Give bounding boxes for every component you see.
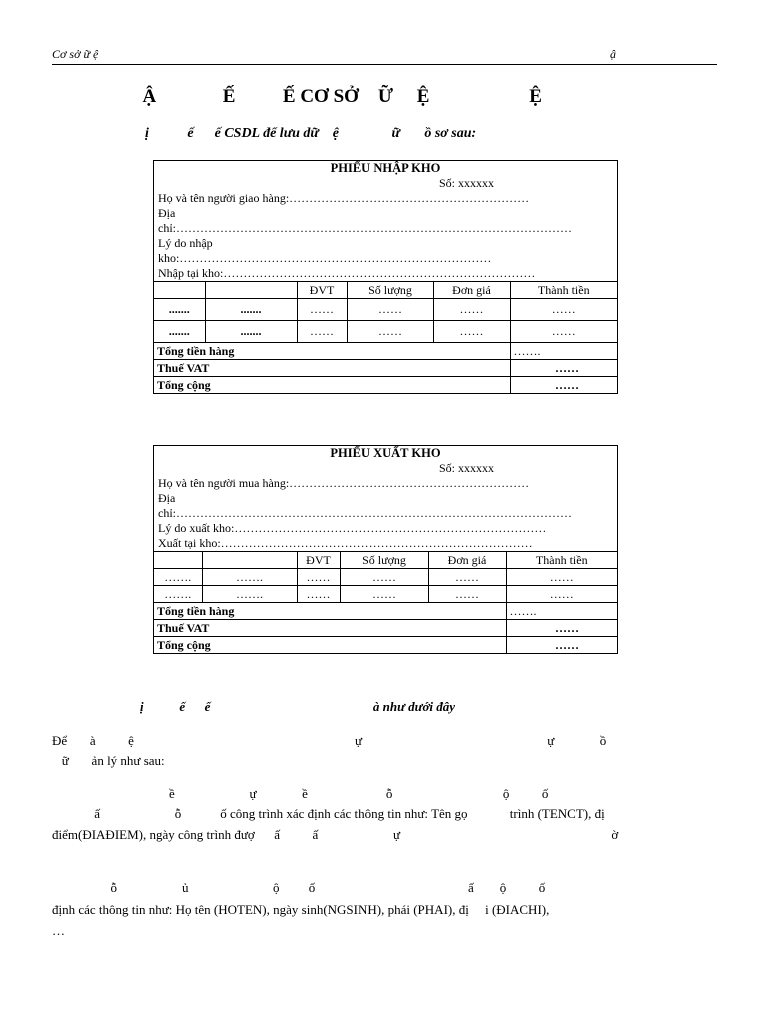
total-goods-label: Tổng tiền hàng xyxy=(154,343,510,360)
table-cell: ……. xyxy=(154,569,202,586)
vat-label: Thuế VAT xyxy=(154,620,506,637)
table-cell: …… xyxy=(510,299,617,321)
table-cell: …… xyxy=(340,569,428,586)
vat-value: …… xyxy=(510,360,617,377)
table-header-cell xyxy=(154,282,205,299)
body-paragraph-line: ấ ỗ ố công trình xác định các thông tin như: Tên gọ trình (TENCT), đị xyxy=(52,806,605,821)
grand-total-label: Tổng cộng xyxy=(154,377,510,394)
table-cell: …… xyxy=(297,299,347,321)
header-right: ậ xyxy=(610,47,616,61)
body-paragraph-line: … xyxy=(52,923,65,938)
form-title: PHIẾU XUẤT KHO xyxy=(330,446,441,460)
grand-total-label: Tổng cộng xyxy=(154,637,506,654)
table-header-cell xyxy=(202,552,297,569)
table-cell: …… xyxy=(297,586,340,603)
form-line: Lý do nhập xyxy=(158,236,213,250)
body-paragraph-line: Để à ệ ự ự ồ xyxy=(52,733,607,748)
document-title: Ậ Ế Ế CƠ SỞ Ữ Ệ Ệ xyxy=(0,86,542,107)
table-cell: ....... xyxy=(205,299,297,321)
table-header-cell: Đơn giá xyxy=(433,282,510,299)
table-header-cell: Số lượng xyxy=(347,282,433,299)
table-row xyxy=(154,321,617,343)
table-cell: …… xyxy=(297,569,340,586)
total-goods-value: ……. xyxy=(510,343,617,360)
table-cell: …… xyxy=(297,321,347,343)
table-header-cell: ĐVT xyxy=(297,282,347,299)
total-goods-row xyxy=(154,603,617,620)
form-line: chỉ:……………………………………………………………………………………… xyxy=(158,506,572,520)
phieu-nhap-kho-form xyxy=(153,160,618,394)
total-goods-value: ……. xyxy=(506,603,617,620)
table-header-row xyxy=(154,552,617,569)
header-left: Cơ sở ữ ệ xyxy=(52,47,99,61)
total-goods-label: Tổng tiền hàng xyxy=(154,603,506,620)
table-cell: …… xyxy=(347,299,433,321)
table-cell: ……. xyxy=(154,586,202,603)
header-divider xyxy=(52,64,717,65)
table-cell: …… xyxy=(347,321,433,343)
table-cell: …… xyxy=(428,569,506,586)
grand-total-row xyxy=(154,377,617,394)
table-header-cell: Số lượng xyxy=(340,552,428,569)
table-header-cell: Đơn giá xyxy=(428,552,506,569)
table-cell: ……. xyxy=(202,569,297,586)
form-line: Địa xyxy=(158,206,176,220)
table-cell: ....... xyxy=(205,321,297,343)
goods-table xyxy=(154,281,617,393)
section-heading: ị ế ế à như dưới đây xyxy=(140,699,456,714)
form-line: Nhập tại kho:…………………………………………………………………… xyxy=(158,266,536,280)
vat-label: Thuế VAT xyxy=(154,360,510,377)
table-header-cell xyxy=(154,552,202,569)
form-line: Địa xyxy=(158,491,176,505)
table-row xyxy=(154,299,617,321)
table-header-cell: Thành tiền xyxy=(510,282,617,299)
form-line: Họ và tên người mua hàng:…………………………………………………… xyxy=(158,476,530,490)
grand-total-value: …… xyxy=(510,377,617,394)
vat-value: …… xyxy=(506,620,617,637)
form-line: kho:…………………………………………………………………… xyxy=(158,251,492,265)
table-cell: …… xyxy=(506,586,617,603)
body-paragraph-line: điểm(ĐIAĐIEM), ngày công trình đượ ấ ấ ự ờ xyxy=(52,827,619,842)
goods-table xyxy=(154,551,617,653)
form-line: Họ và tên người giao hàng:…………………………………………………… xyxy=(158,191,530,205)
form-number: Số: xxxxxx xyxy=(439,461,495,475)
table-cell: …… xyxy=(340,586,428,603)
table-cell: …… xyxy=(428,586,506,603)
table-cell: …… xyxy=(433,299,510,321)
body-paragraph-line: định các thông tin như: Họ tên (HOTEN), ngày sinh(NGSINH), phái (PHAI), đị i (ĐIACHI), xyxy=(52,902,550,917)
total-goods-row xyxy=(154,343,617,360)
table-header-cell: Thành tiền xyxy=(506,552,617,569)
table-cell: …… xyxy=(433,321,510,343)
table-header-row xyxy=(154,282,617,299)
form-number: Số: xxxxxx xyxy=(439,176,495,190)
table-cell: …… xyxy=(506,569,617,586)
table-header-cell: ĐVT xyxy=(297,552,340,569)
table-cell: ……. xyxy=(202,586,297,603)
table-cell: …… xyxy=(510,321,617,343)
body-paragraph-line: ỗ ủ ộ ố ấ ộ ố xyxy=(52,880,546,895)
form-title: PHIẾU NHẬP KHO xyxy=(330,161,441,175)
grand-total-row xyxy=(154,637,617,654)
body-paragraph-line: ữ ản lý như sau: xyxy=(52,753,165,768)
grand-total-value: …… xyxy=(506,637,617,654)
table-row xyxy=(154,569,617,586)
body-paragraph-line: ề ự ề ỗ ộ ố xyxy=(52,786,549,801)
form-line: Lý do xuất kho:…………………………………………………………………… xyxy=(158,521,547,535)
document-subtitle: ị ế ế CSDL để lưu dữ ệ ữ ồ sơ sau: xyxy=(145,126,477,141)
form-line: chỉ:……………………………………………………………………………………… xyxy=(158,221,572,235)
form-line: Xuất tại kho:…………………………………………………………………… xyxy=(158,536,533,550)
vat-row xyxy=(154,620,617,637)
vat-row xyxy=(154,360,617,377)
table-header-cell xyxy=(205,282,297,299)
table-row xyxy=(154,586,617,603)
phieu-xuat-kho-form xyxy=(153,445,618,654)
table-cell: ....... xyxy=(154,321,205,343)
table-cell: ....... xyxy=(154,299,205,321)
